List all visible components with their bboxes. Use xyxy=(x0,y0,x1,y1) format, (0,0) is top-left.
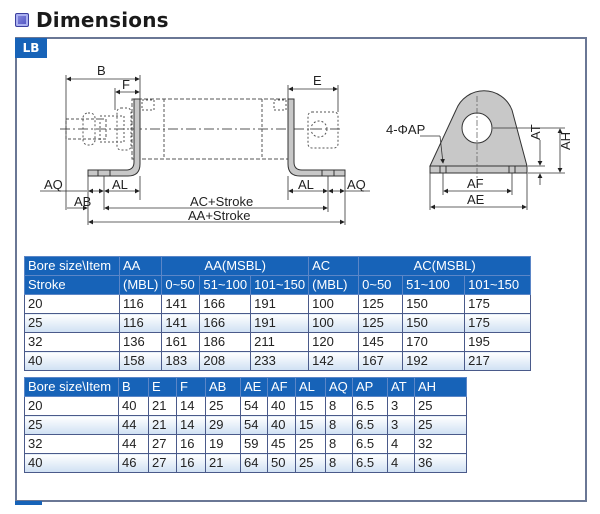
cell: 21 xyxy=(149,397,177,416)
cell: 191 xyxy=(251,314,309,333)
header-cell: AP xyxy=(353,378,388,397)
header-cell: AC(MSBL) xyxy=(359,257,531,276)
technical-drawing xyxy=(0,0,600,250)
header-cell: F xyxy=(177,378,206,397)
header-cell: AQ xyxy=(326,378,353,397)
cell: 25 xyxy=(296,435,326,454)
foot-front-view xyxy=(386,91,573,210)
cell: 150 xyxy=(403,314,465,333)
cell: 21 xyxy=(206,454,241,473)
header-cell: 101~150 xyxy=(465,276,531,295)
cell: 158 xyxy=(120,352,162,371)
header-cell: B xyxy=(119,378,149,397)
cell: 191 xyxy=(251,295,309,314)
table-header-row xyxy=(25,257,531,276)
label-AF: AF xyxy=(467,176,484,191)
dimensions-table-2 xyxy=(24,377,467,473)
cell: 145 xyxy=(359,333,403,352)
cell: 141 xyxy=(162,295,200,314)
cell: 40 xyxy=(25,454,119,473)
cell: 64 xyxy=(241,454,268,473)
label-B: B xyxy=(97,63,106,78)
label-AA-stroke: AA+Stroke xyxy=(188,208,251,223)
header-cell: AB xyxy=(206,378,241,397)
cell: 27 xyxy=(149,435,177,454)
cell: 208 xyxy=(200,352,251,371)
label-AC-stroke: AC+Stroke xyxy=(190,194,254,209)
cell: 136 xyxy=(120,333,162,352)
cylinder-side-view xyxy=(60,99,340,159)
cell: 183 xyxy=(162,352,200,371)
cell: 54 xyxy=(241,416,268,435)
cell: 6.5 xyxy=(353,397,388,416)
cell: 14 xyxy=(177,397,206,416)
table-row xyxy=(25,435,467,454)
cell: 40 xyxy=(268,416,296,435)
cell: 195 xyxy=(465,333,531,352)
cell: 8 xyxy=(326,454,353,473)
cell: 217 xyxy=(465,352,531,371)
label-AL-left: AL xyxy=(112,177,128,192)
cell: 6.5 xyxy=(353,435,388,454)
table-row xyxy=(25,416,467,435)
cell: 46 xyxy=(119,454,149,473)
right-foot-bracket xyxy=(288,99,345,176)
cell: 44 xyxy=(119,416,149,435)
label-AQ-right: AQ xyxy=(347,177,366,192)
cell: 40 xyxy=(119,397,149,416)
header-cell: (MBL) xyxy=(309,276,359,295)
cell: 6.5 xyxy=(353,416,388,435)
cell: 4 xyxy=(388,435,415,454)
label-AH: AH xyxy=(558,131,573,150)
header-cell: AL xyxy=(296,378,326,397)
cell: 3 xyxy=(388,397,415,416)
label-E: E xyxy=(313,73,322,88)
header-cell: E xyxy=(149,378,177,397)
header-cell: AH xyxy=(415,378,467,397)
cell: 25 xyxy=(25,416,119,435)
header-cell: 0~50 xyxy=(359,276,403,295)
cell: 40 xyxy=(25,352,120,371)
header-cell: AF xyxy=(268,378,296,397)
cell: 8 xyxy=(326,397,353,416)
header-cell: 101~150 xyxy=(251,276,309,295)
header-cell: AA(MSBL) xyxy=(162,257,309,276)
table-row xyxy=(25,314,531,333)
cell: 45 xyxy=(268,435,296,454)
cell: 50 xyxy=(268,454,296,473)
cell: 120 xyxy=(309,333,359,352)
header-cell: AC xyxy=(309,257,359,276)
header-cell: AT xyxy=(388,378,415,397)
cell: 211 xyxy=(251,333,309,352)
cell: 14 xyxy=(177,416,206,435)
cell: 27 xyxy=(149,454,177,473)
cell: 54 xyxy=(241,397,268,416)
label-AL-right: AL xyxy=(298,177,314,192)
cell: 8 xyxy=(326,416,353,435)
cell: 15 xyxy=(296,416,326,435)
label-AT: AT xyxy=(528,124,543,140)
cell: 142 xyxy=(309,352,359,371)
cell: 125 xyxy=(359,295,403,314)
page-title: Dimensions xyxy=(36,8,169,32)
cell: 150 xyxy=(403,295,465,314)
label-AE: AE xyxy=(467,192,485,207)
cell: 100 xyxy=(309,295,359,314)
cell: 175 xyxy=(465,295,531,314)
cell: 186 xyxy=(200,333,251,352)
cell: 233 xyxy=(251,352,309,371)
cell: 141 xyxy=(162,314,200,333)
cell: 125 xyxy=(359,314,403,333)
cell: 25 xyxy=(415,416,467,435)
header-cell: AA xyxy=(120,257,162,276)
cell: 8 xyxy=(326,435,353,454)
cell: 170 xyxy=(403,333,465,352)
cell: 116 xyxy=(120,295,162,314)
cell: 100 xyxy=(309,314,359,333)
cell: 32 xyxy=(25,333,120,352)
header-cell: Bore size\Item xyxy=(25,257,120,276)
cell: 175 xyxy=(465,314,531,333)
header-cell: 51~100 xyxy=(403,276,465,295)
cell: 25 xyxy=(415,397,467,416)
header-cell: (MBL) xyxy=(120,276,162,295)
cell: 192 xyxy=(403,352,465,371)
cell: 25 xyxy=(25,314,120,333)
cell: 15 xyxy=(296,397,326,416)
header-cell: Bore size\Item xyxy=(25,378,119,397)
cell: 21 xyxy=(149,416,177,435)
cell: 16 xyxy=(177,435,206,454)
cell: 4 xyxy=(388,454,415,473)
label-AQ-left: AQ xyxy=(44,177,63,192)
cell: 3 xyxy=(388,416,415,435)
cell: 16 xyxy=(177,454,206,473)
cell: 116 xyxy=(120,314,162,333)
dimensions-table-1 xyxy=(24,256,531,371)
cell: 161 xyxy=(162,333,200,352)
table-row xyxy=(25,352,531,371)
cell: 40 xyxy=(268,397,296,416)
header-cell: 51~100 xyxy=(200,276,251,295)
next-section-tab xyxy=(15,501,42,505)
table-row xyxy=(25,454,467,473)
cell: 59 xyxy=(241,435,268,454)
cell: 32 xyxy=(415,435,467,454)
label-AP: 4-ΦAP xyxy=(386,122,426,137)
table-row xyxy=(25,397,467,416)
cell: 20 xyxy=(25,295,120,314)
table-header-row xyxy=(25,378,467,397)
table-row xyxy=(25,295,531,314)
table-row xyxy=(25,333,531,352)
table-header-row xyxy=(25,276,531,295)
label-F: F xyxy=(122,77,130,92)
cell: 44 xyxy=(119,435,149,454)
header-cell: Stroke xyxy=(25,276,120,295)
cell: 166 xyxy=(200,295,251,314)
cell: 166 xyxy=(200,314,251,333)
cell: 25 xyxy=(206,397,241,416)
cell: 6.5 xyxy=(353,454,388,473)
cell: 29 xyxy=(206,416,241,435)
cell: 167 xyxy=(359,352,403,371)
section-badge: LB xyxy=(15,38,47,58)
cell: 20 xyxy=(25,397,119,416)
header-cell: AE xyxy=(241,378,268,397)
cell: 19 xyxy=(206,435,241,454)
cell: 36 xyxy=(415,454,467,473)
cell: 25 xyxy=(296,454,326,473)
header-cell: 0~50 xyxy=(162,276,200,295)
cell: 32 xyxy=(25,435,119,454)
label-AB: AB xyxy=(74,194,92,209)
